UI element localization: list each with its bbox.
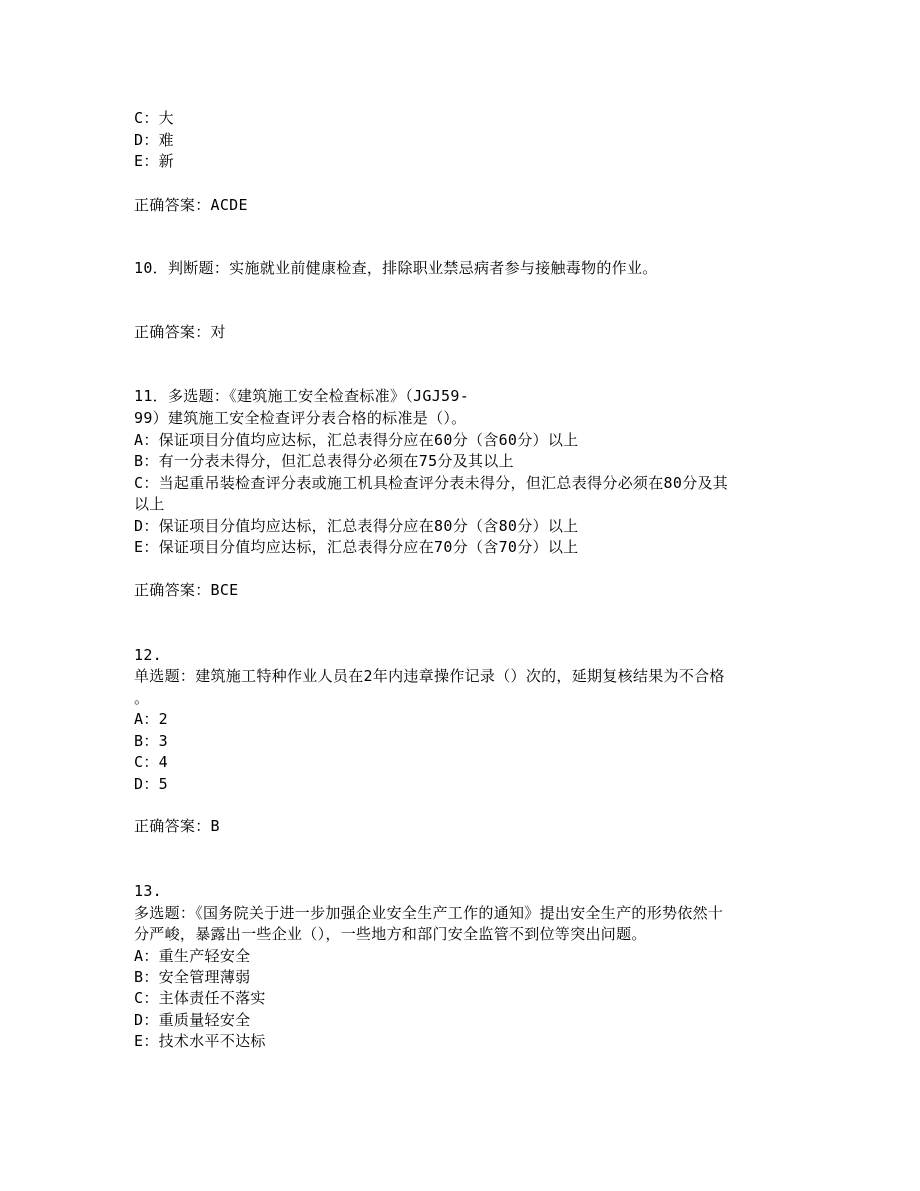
question-12-stem-cont: 。: [134, 689, 150, 707]
answer-10: 正确答案：对: [134, 323, 226, 341]
answer-11: 正确答案：BCE: [134, 581, 239, 599]
question-12-option-c: C：4: [134, 753, 168, 771]
question-13-option-c: C：主体责任不落实: [134, 989, 266, 1007]
option-d: D：难: [134, 131, 174, 149]
answer-prev: 正确答案：ACDE: [134, 196, 248, 214]
question-13-number: 13.: [134, 882, 162, 900]
question-11-option-a: A：保证项目分值均应达标，汇总表得分应在60分（含60分）以上: [134, 431, 579, 449]
question-13-stem: 多选题：《国务院关于进一步加强企业安全生产工作的通知》提出安全生产的形势依然十: [134, 904, 724, 922]
answer-12: 正确答案：B: [134, 817, 220, 835]
option-c: C：大: [134, 109, 174, 127]
question-12-option-a: A：2: [134, 710, 168, 728]
question-13-stem-cont: 分严峻，暴露出一些企业（），一些地方和部门安全监管不到位等突出问题。: [134, 925, 647, 943]
question-12-stem: 单选题：建筑施工特种作业人员在2年内违章操作记录（）次的，延期复核结果为不合格: [134, 667, 725, 685]
question-12-number: 12.: [134, 646, 162, 664]
question-12-option-b: B：3: [134, 732, 168, 750]
question-11-option-c-cont: 以上: [134, 495, 165, 513]
question-13-option-a: A：重生产轻安全: [134, 947, 251, 965]
question-11-option-b: B：有一分表未得分，但汇总表得分必须在75分及其以上: [134, 452, 514, 470]
option-e: E：新: [134, 152, 174, 170]
question-11-option-e: E：保证项目分值均应达标，汇总表得分应在70分（含70分）以上: [134, 538, 579, 556]
question-10-stem: 10．判断题：实施就业前健康检查，排除职业禁忌病者参与接触毒物的作业。: [134, 259, 658, 277]
question-11-option-d: D：保证项目分值均应达标，汇总表得分应在80分（含80分）以上: [134, 517, 579, 535]
question-13-option-d: D：重质量轻安全: [134, 1011, 251, 1029]
question-11-stem-line-1: 11．多选题：《建筑施工安全检查标准》（JGJ59-: [134, 387, 470, 405]
question-11-stem-line-2: 99）建筑施工安全检查评分表合格的标准是（）。: [134, 409, 467, 427]
question-11-option-c: C：当起重吊装检查评分表或施工机具检查评分表未得分，但汇总表得分必须在80分及其: [134, 474, 729, 492]
question-13-option-e: E：技术水平不达标: [134, 1032, 266, 1050]
question-12-option-d: D：5: [134, 775, 168, 793]
question-13-option-b: B：安全管理薄弱: [134, 968, 251, 986]
